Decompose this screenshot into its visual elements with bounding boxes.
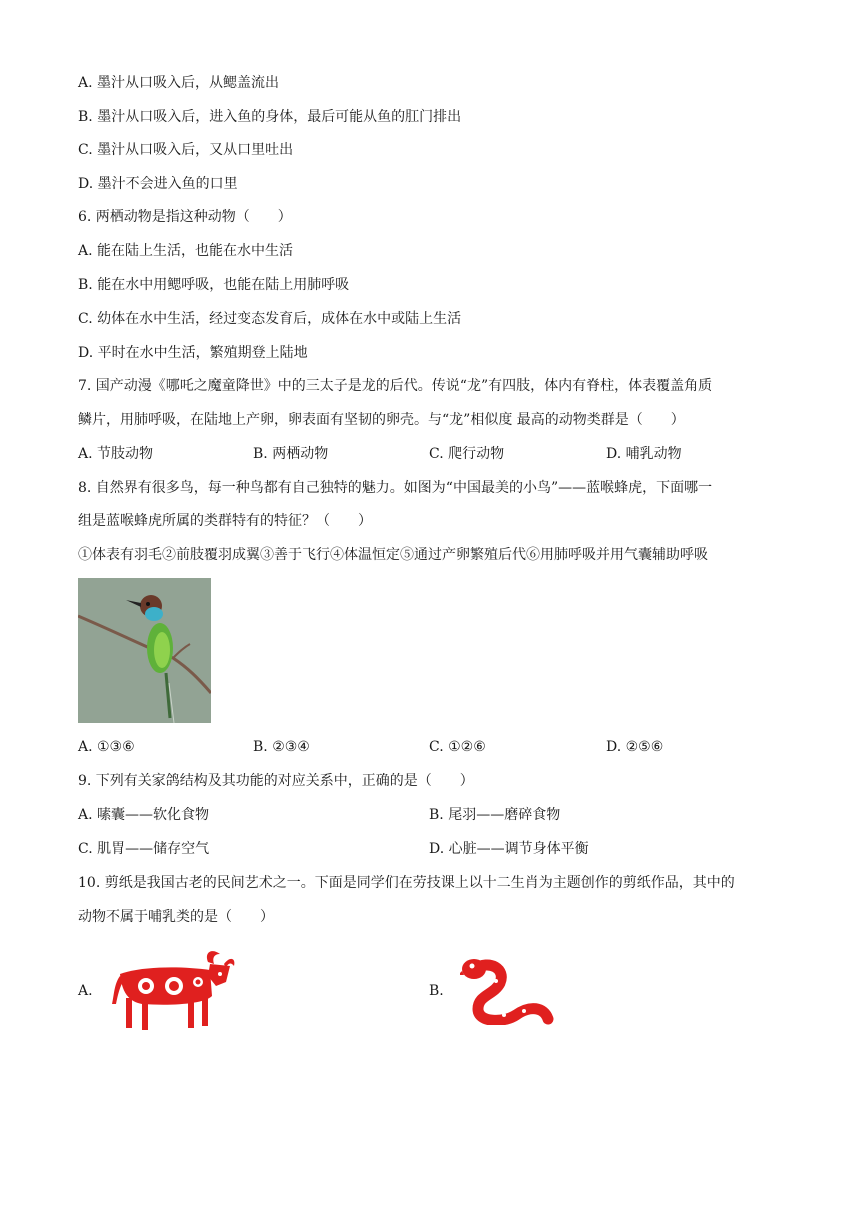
q6-option-d: D. 平时在水中生活，繁殖期登上陆地 bbox=[78, 345, 308, 361]
q5-option-b: B. 墨汁从口吸入后，进入鱼的身体，最后可能从鱼的肛门排出 bbox=[78, 109, 462, 125]
q5-option-a: A. 墨汁从口吸入后，从鳃盖流出 bbox=[78, 75, 280, 91]
q6-option-b: B. 能在水中用鳃呼吸，也能在陆上用肺呼吸 bbox=[78, 277, 350, 293]
q5-option-c: C. 墨汁从口吸入后，又从口里吐出 bbox=[78, 142, 294, 158]
q8-option-b: B. ②③④ bbox=[253, 739, 310, 755]
q7-option-d: D. 哺乳动物 bbox=[606, 446, 682, 462]
bee-eater-photo bbox=[78, 578, 211, 723]
q7-stem-line2: 鳞片，用肺呼吸，在陆地上产卵，卵表面有坚韧的卵壳。与“龙”相似度 最高的动物类群是（ ） bbox=[78, 412, 685, 428]
q6-stem: 6. 两栖动物是指这种动物（ ） bbox=[78, 209, 292, 225]
ox-icon bbox=[112, 948, 236, 1032]
q7-option-c: C. 爬行动物 bbox=[429, 446, 505, 462]
q9-option-c: C. 肌胃——储存空气 bbox=[78, 841, 210, 857]
snake-paper-cut bbox=[460, 955, 554, 1025]
q6-option-a: A. 能在陆上生活，也能在水中生活 bbox=[78, 243, 294, 259]
q8-option-c: C. ①②⑥ bbox=[429, 739, 486, 755]
q8-option-a: A. ①③⑥ bbox=[78, 739, 135, 755]
q6-option-c: C. 幼体在水中生活，经过变态发育后，成体在水中或陆上生活 bbox=[78, 311, 462, 327]
q10-stem-line2: 动物不属于哺乳类的是（ ） bbox=[78, 909, 274, 925]
q9-option-a: A. 嗉囊——软化食物 bbox=[78, 807, 210, 823]
q7-stem-line1: 7. 国产动漫《哪吒之魔童降世》中的三太子是龙的后代。传说“龙”有四肢，体内有脊柱，体表覆盖角质 bbox=[78, 378, 713, 394]
q9-stem: 9. 下列有关家鸽结构及其功能的对应关系中，正确的是（ ） bbox=[78, 773, 474, 789]
q10-option-a-label: A. bbox=[78, 983, 93, 999]
q10-stem-line1: 10. 剪纸是我国古老的民间艺术之一。下面是同学们在劳技课上以十二生肖为主题创作的剪纸作品，其中的 bbox=[78, 875, 735, 891]
q8-stem-line1: 8. 自然界有很多鸟，每一种鸟都有自己独特的魅力。如图为“中国最美的小鸟”——蓝喉蜂虎，下面哪一 bbox=[78, 480, 713, 496]
ox-paper-cut bbox=[112, 948, 236, 1032]
q7-option-b: B. 两栖动物 bbox=[253, 446, 329, 462]
q10-option-b-label: B. bbox=[429, 983, 444, 999]
q8-features: ①体表有羽毛②前肢覆羽成翼③善于飞行④体温恒定⑤通过产卵繁殖后代⑥用肺呼吸并用气囊辅助呼吸 bbox=[78, 547, 708, 563]
q8-stem-line2: 组是蓝喉蜂虎所属的类群特有的特征？（ ） bbox=[78, 513, 372, 529]
snake-icon bbox=[460, 955, 554, 1025]
q8-option-d: D. ②⑤⑥ bbox=[606, 739, 664, 755]
q9-option-b: B. 尾羽——磨碎食物 bbox=[429, 807, 561, 823]
q7-option-a: A. 节肢动物 bbox=[78, 446, 154, 462]
q9-option-d: D. 心脏——调节身体平衡 bbox=[429, 841, 589, 857]
q5-option-d: D. 墨汁不会进入鱼的口里 bbox=[78, 176, 238, 192]
bird-illustration bbox=[78, 578, 211, 723]
